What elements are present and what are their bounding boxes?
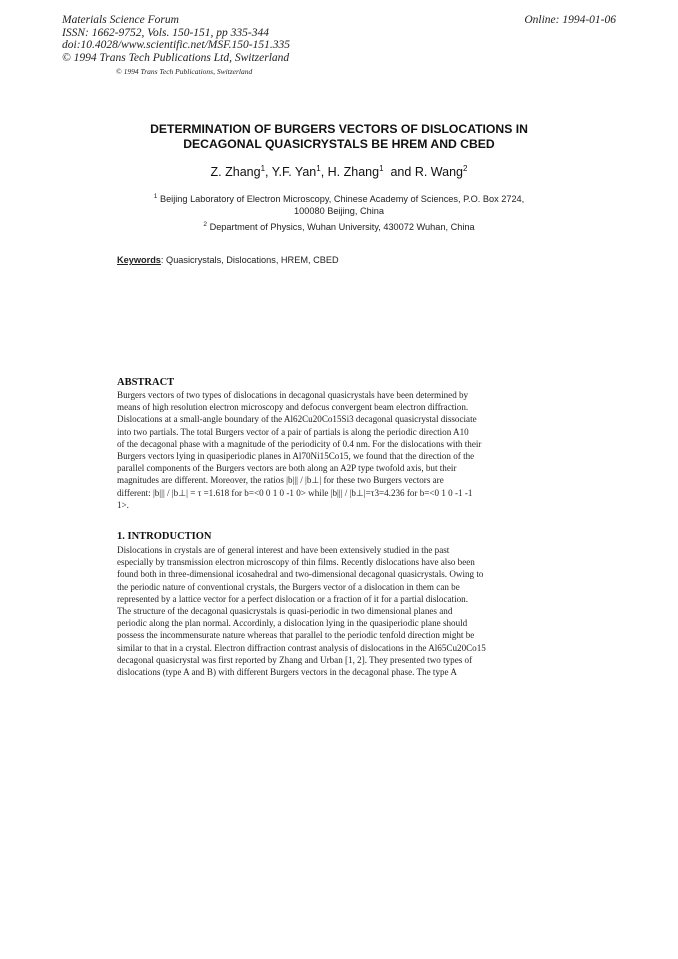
affiliation-1-line-1: Beijing Laboratory of Electron Microscopy, Chinese Academy of Sciences, P.O. Box 2724, xyxy=(159,194,525,205)
issn-line: ISSN: 1662-9752, Vols. 150-151, pp 335-344 xyxy=(62,26,269,39)
copyright-small: © 1994 Trans Tech Publications, Switzerland xyxy=(116,67,253,76)
introduction-line: decagonal quasicrystal was first reported by Zhang and Urban [1, 2]. They presented two types of xyxy=(117,654,473,665)
copyright-line: © 1994 Trans Tech Publications Ltd, Switzerland xyxy=(62,51,290,64)
abstract-line: means of high resolution electron microscopy and defocus convergent beam electron diffraction. xyxy=(117,402,469,413)
keywords-label: Keywords xyxy=(117,255,161,265)
introduction-line: Dislocations in crystals are of general interest and have been extensively studied in the past xyxy=(117,545,450,555)
author-3-affil: 1 xyxy=(379,164,384,173)
author-1: Z. Zhang xyxy=(210,165,261,180)
author-4: R. Wang xyxy=(414,165,463,180)
doi-link[interactable]: doi:10.4028/www.scientific.net/MSF.150-151.335 xyxy=(62,39,290,51)
abstract-line: different: |b||| / |b⊥| = τ =1.618 for b=<0 0 1 0 -1 0> while |b||| / |b⊥|=τ3=4.236 for b=<0 1 0 -1 -1 xyxy=(117,487,473,498)
online-date: Online: 1994-01-06 xyxy=(524,14,616,26)
introduction-line: dislocations (type A and B) with different Burgers vectors in the decagonal phase. The type A xyxy=(117,667,457,678)
affiliation-1-line-2: 100080 Beijing, China xyxy=(294,206,384,217)
abstract-line: 1>. xyxy=(117,499,129,510)
affiliation-2 xyxy=(60,219,618,233)
introduction-line: especially by transmission electron microscopy of thin films. Recently dislocations have also been xyxy=(117,557,475,568)
abstract-heading: ABSTRACT xyxy=(117,377,175,388)
introduction-line: possess the incommensurate nature whereas that parallel to the periodic tenfold direction might be xyxy=(117,630,475,641)
paper-title xyxy=(60,122,618,152)
author-4-affil: 2 xyxy=(463,164,468,173)
author-1-affil: 1 xyxy=(260,164,266,173)
affiliation-1-number: 1 xyxy=(153,193,158,200)
keywords-text: Quasicrystals, Dislocations, HREM, CBED xyxy=(166,255,339,265)
abstract-line: magnitudes are different. Moreover, the ratios |b||| / |b⊥| for these two Burgers vectors are xyxy=(117,475,444,486)
introduction-body xyxy=(117,544,541,678)
affiliation-1 xyxy=(60,191,618,217)
title-line-2: DECAGONAL QUASICRYSTALS BE HREM AND CBED xyxy=(183,137,495,151)
author-list: Z. Zhang$^1$, Y.F. Yan$^1$, H. Zhang$^1$ and R. Wang$^2$ xyxy=(210,164,468,180)
abstract-line: Burgers vectors lying in quasiperiodic planes in Al70Ni15Co15, we found that the direction of the xyxy=(117,451,475,462)
introduction-line: similar to that in a crystal. Electron diffraction contrast analysis of dislocations in the Al65Cu20Co15 xyxy=(117,642,486,653)
abstract-line: Dislocations at a small-angle boundary of the Al62Cu20Co15Si3 decagonal quasicrystal dissociate xyxy=(117,414,477,425)
abstract-line: of the decagonal phase with a magnitude of the periodicity of 0.4 nm. For the dislocations with their xyxy=(117,438,482,449)
author-2-affil: 1 xyxy=(316,164,321,173)
abstract-line: parallel components of the Burgers vectors are both along an A2P type twofold axis, but their xyxy=(117,463,457,474)
affiliation-2-text: Department of Physics, Wuhan University, 430072 Wuhan, China xyxy=(209,222,475,233)
introduction-line: the periodic nature of conventional crystals, the Burgers vector of a dislocation in them can be xyxy=(117,581,460,592)
title-line-1: DETERMINATION OF BURGERS VECTORS OF DISLOCATIONS IN xyxy=(150,122,528,136)
abstract-line: into two partials. The total Burgers vector of a pair of partials is along the periodic direction A10 xyxy=(117,426,469,437)
introduction-line: represented by a lattice vector for a perfect dislocation or a fraction of it for a partial dislocation. xyxy=(117,593,468,604)
affiliation-2-number: 2 xyxy=(203,221,207,228)
introduction-heading: 1. INTRODUCTION xyxy=(117,531,212,542)
abstract-line: Burgers vectors of two types of dislocations in decagonal quasicrystals have been determined by xyxy=(117,390,469,400)
and-word: and xyxy=(390,165,412,180)
author-3: H. Zhang xyxy=(327,165,380,180)
introduction-line: The structure of the decagonal quasicrystals is quasi-periodic in two dimensional planes and xyxy=(117,606,453,617)
introduction-line: found both in three-dimensional icosahedral and two-dimensional decagonal quasicrystals. Owing to xyxy=(117,569,484,580)
journal-name: Materials Science Forum xyxy=(62,14,179,26)
introduction-line: periodic along the plan normal. Accordinly, a dislocation lying in the quasiperiodic plane should xyxy=(117,618,468,629)
abstract-body xyxy=(117,389,541,511)
author-2: Y.F. Yan xyxy=(271,165,317,180)
keywords: Keywords: Quasicrystals, Dislocations, HREM, CBED xyxy=(117,255,339,265)
